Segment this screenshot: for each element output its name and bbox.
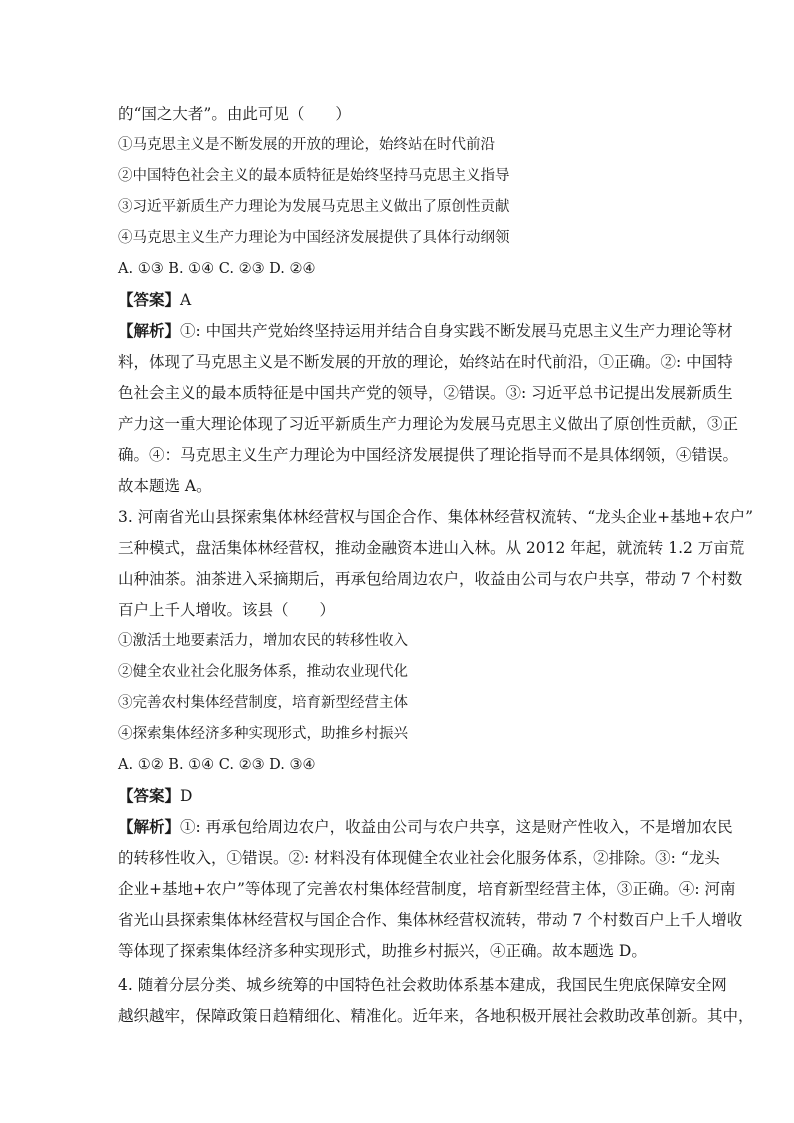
q3-stem-line-3: 山种油茶。油茶进入采摘期后，再承包给周边农户，收益由公司与农户共享，带动 7 个村数 xyxy=(118,570,743,588)
q3-analysis-text-1: ①: 再承包给周边农户，收益由公司与农户共享，这是财产性收入，不是增加农民 xyxy=(180,818,733,836)
q2-analysis-text-1: ①: 中国共产党始终坚持运用并结合自身实践不断发展马克思主义生产力理论等材 xyxy=(180,322,733,340)
q3-analysis-line-3: 企业+基地+农户”等体现了完善农村集体经营制度，培育新型经营主体，③正确。④: 河南 xyxy=(118,880,736,898)
q3-stem-line-2: 三种模式，盘活集体林经营权，推动金融资本进山入林。从 2012 年起，就流转 1.2 万亩荒 xyxy=(118,539,745,557)
q3-analysis-line-4: 省光山县探索集体林经营权与国企合作、集体林经营权流转，带动 7 个村数百户上千人增收 xyxy=(118,911,743,929)
q2-option-2: ②中国特色社会主义的最本质特征是始终坚持马克思主义指导 xyxy=(118,168,510,184)
q2-option-4: ④马克思主义生产力理论为中国经济发展提供了具体行动纲领 xyxy=(118,230,510,246)
q3-choices: A. ①② B. ①④ C. ②③ D. ③④ xyxy=(118,757,316,773)
q2-option-1: ①马克思主义是不断发展的开放的理论，始终站在时代前沿 xyxy=(118,137,495,153)
q2-analysis-line-1 xyxy=(118,321,733,341)
q3-option-1: ①激活土地要素活力，增加农民的转移性收入 xyxy=(118,633,408,649)
q3-analysis-line-5: 等体现了探索集体经济多种实现形式，助推乡村振兴，④正确。故本题选 D。 xyxy=(118,942,647,960)
q3-analysis-label: 【解析】 xyxy=(118,817,181,836)
q3-option-4: ④探索集体经济多种实现形式，助推乡村振兴 xyxy=(118,726,408,742)
q2-answer-value: A xyxy=(180,291,192,309)
q2-analysis-line-6: 故本题选 A。 xyxy=(118,477,212,495)
q3-answer-label: 【答案】 xyxy=(118,786,181,805)
q3-answer-value: D xyxy=(180,787,193,805)
q3-option-2: ②健全农业社会化服务体系，推动农业现代化 xyxy=(118,664,408,680)
q2-answer xyxy=(118,290,191,310)
q3-answer xyxy=(118,786,192,806)
q2-choices: A. ①③ B. ①④ C. ②③ D. ②④ xyxy=(118,261,316,277)
q3-analysis-line-2: 的转移性收入，①错误。②: 材料没有体现健全农业社会化服务体系，②排除。③: “龙头 xyxy=(118,849,720,867)
q4-stem-line-2: 越织越牢，保障政策日趋精细化、精准化。近年来，各地积极开展社会救助改革创新。其中， xyxy=(118,1007,754,1025)
q2-analysis-line-3: 色社会主义的最本质特征是中国共产党的领导，②错误。③: 习近平总书记提出发展新质生 xyxy=(118,384,733,402)
q2-stem-tail: 的“国之大者”。由此可见（ ） xyxy=(118,105,351,123)
q3-stem-line-1: 3. 河南省光山县探索集体林经营权与国企合作、集体林经营权流转、“龙头企业+基地+农户” xyxy=(118,508,754,526)
q2-analysis-label: 【解析】 xyxy=(118,321,181,340)
q2-answer-label: 【答案】 xyxy=(118,290,181,309)
q2-option-3: ③习近平新质生产力理论为发展马克思主义做出了原创性贡献 xyxy=(118,199,510,215)
q2-analysis-line-5: 确。④：马克思主义生产力理论为中国经济发展提供了理论指导而不是具体纲领，④错误。 xyxy=(118,446,739,464)
q2-analysis-line-4: 产力这一重大理论体现了习近平新质生产力理论为发展马克思主义做出了原创性贡献，③正 xyxy=(118,415,739,433)
q3-analysis-line-1 xyxy=(118,817,733,837)
q2-analysis-line-2: 料，体现了马克思主义是不断发展的开放的理论，始终站在时代前沿，①正确。②: 中国特 xyxy=(118,353,733,371)
q4-stem-line-1: 4. 随着分层分类、城乡统筹的中国特色社会救助体系基本建成，我国民生兜底保障安全网 xyxy=(118,976,727,994)
q3-option-3: ③完善农村集体经营制度，培育新型经营主体 xyxy=(118,695,408,711)
q3-stem-line-4: 百户上千人增收。该县（ ） xyxy=(118,601,336,619)
